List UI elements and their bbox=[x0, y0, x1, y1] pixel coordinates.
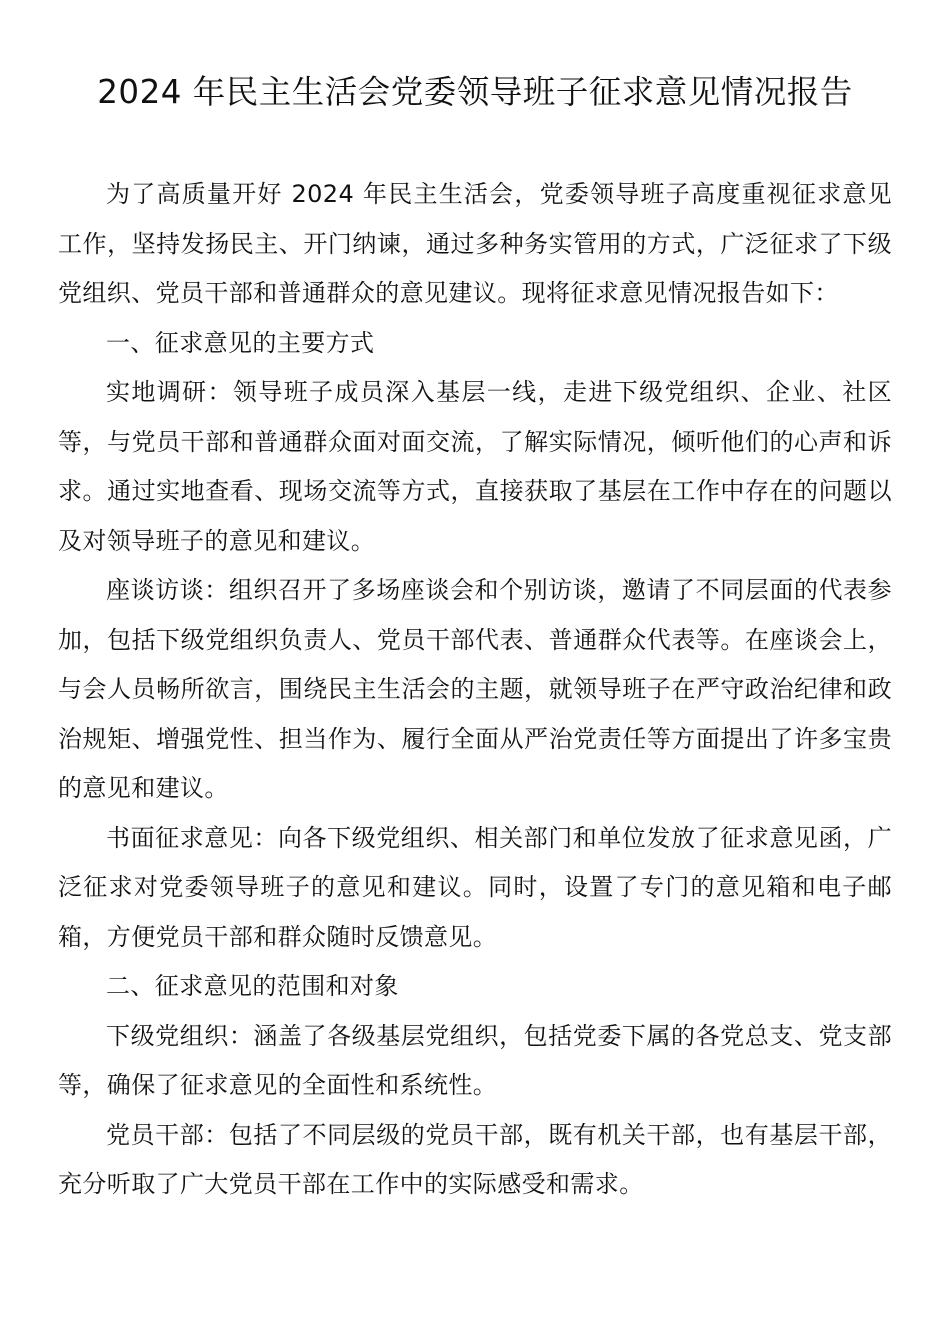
section-heading-1: 一、征求意见的主要方式 bbox=[106, 328, 375, 357]
paragraph-field-research: 实地调研：领导班子成员深入基层一线，走进下级党组织、企业、社区等，与党员干部和普通群众面对面交流，了解实际情况，倾听他们的心声和诉求。通过实地查看、现场交流等方式，直接获取了基层在工作中存在的问题以及对领导班子的意见和建议。 bbox=[58, 378, 892, 555]
document-body bbox=[58, 170, 892, 1210]
paragraph-party-organizations: 下级党组织：涵盖了各级基层党组织，包括党委下属的各党总支、党支部等，确保了征求意见的全面性和系统性。 bbox=[58, 1021, 892, 1099]
section-heading-2: 二、征求意见的范围和对象 bbox=[106, 972, 399, 1000]
paragraph-symposium: 座谈访谈：组织召开了多场座谈会和个别访谈，邀请了不同层面的代表参加，包括下级党组织负责人、党员干部代表、普通群众代表等。在座谈会上，与会人员畅所欲言，围绕民主生活会的主题，就领导班子在严守政治纪律和政治规矩、增强党性、担当作为、履行全面从严治党责任等方面提出了许多宝贵的意见和建议。 bbox=[58, 576, 892, 802]
paragraph-intro: 为了高质量开好 2024 年民主生活会，党委领导班子高度重视征求意见工作，坚持发扬民主、开门纳谏，通过多种务实管用的方式，广泛征求了下级党组织、党员干部和普通群众的意见建议。现将征求意见情况报告如下： bbox=[58, 180, 892, 307]
paragraph-written-feedback: 书面征求意见：向各下级党组织、相关部门和单位发放了征求意见函，广泛征求对党委领导班子的意见和建议。同时，设置了专门的意见箱和电子邮箱，方便党员干部和群众随时反馈意见。 bbox=[58, 823, 892, 951]
paragraph-party-cadres: 党员干部：包括了不同层级的党员干部，既有机关干部，也有基层干部，充分听取了广大党员干部在工作中的实际感受和需求。 bbox=[58, 1120, 892, 1198]
document-title: 2024 年民主生活会党委领导班子征求意见情况报告 bbox=[97, 73, 853, 111]
